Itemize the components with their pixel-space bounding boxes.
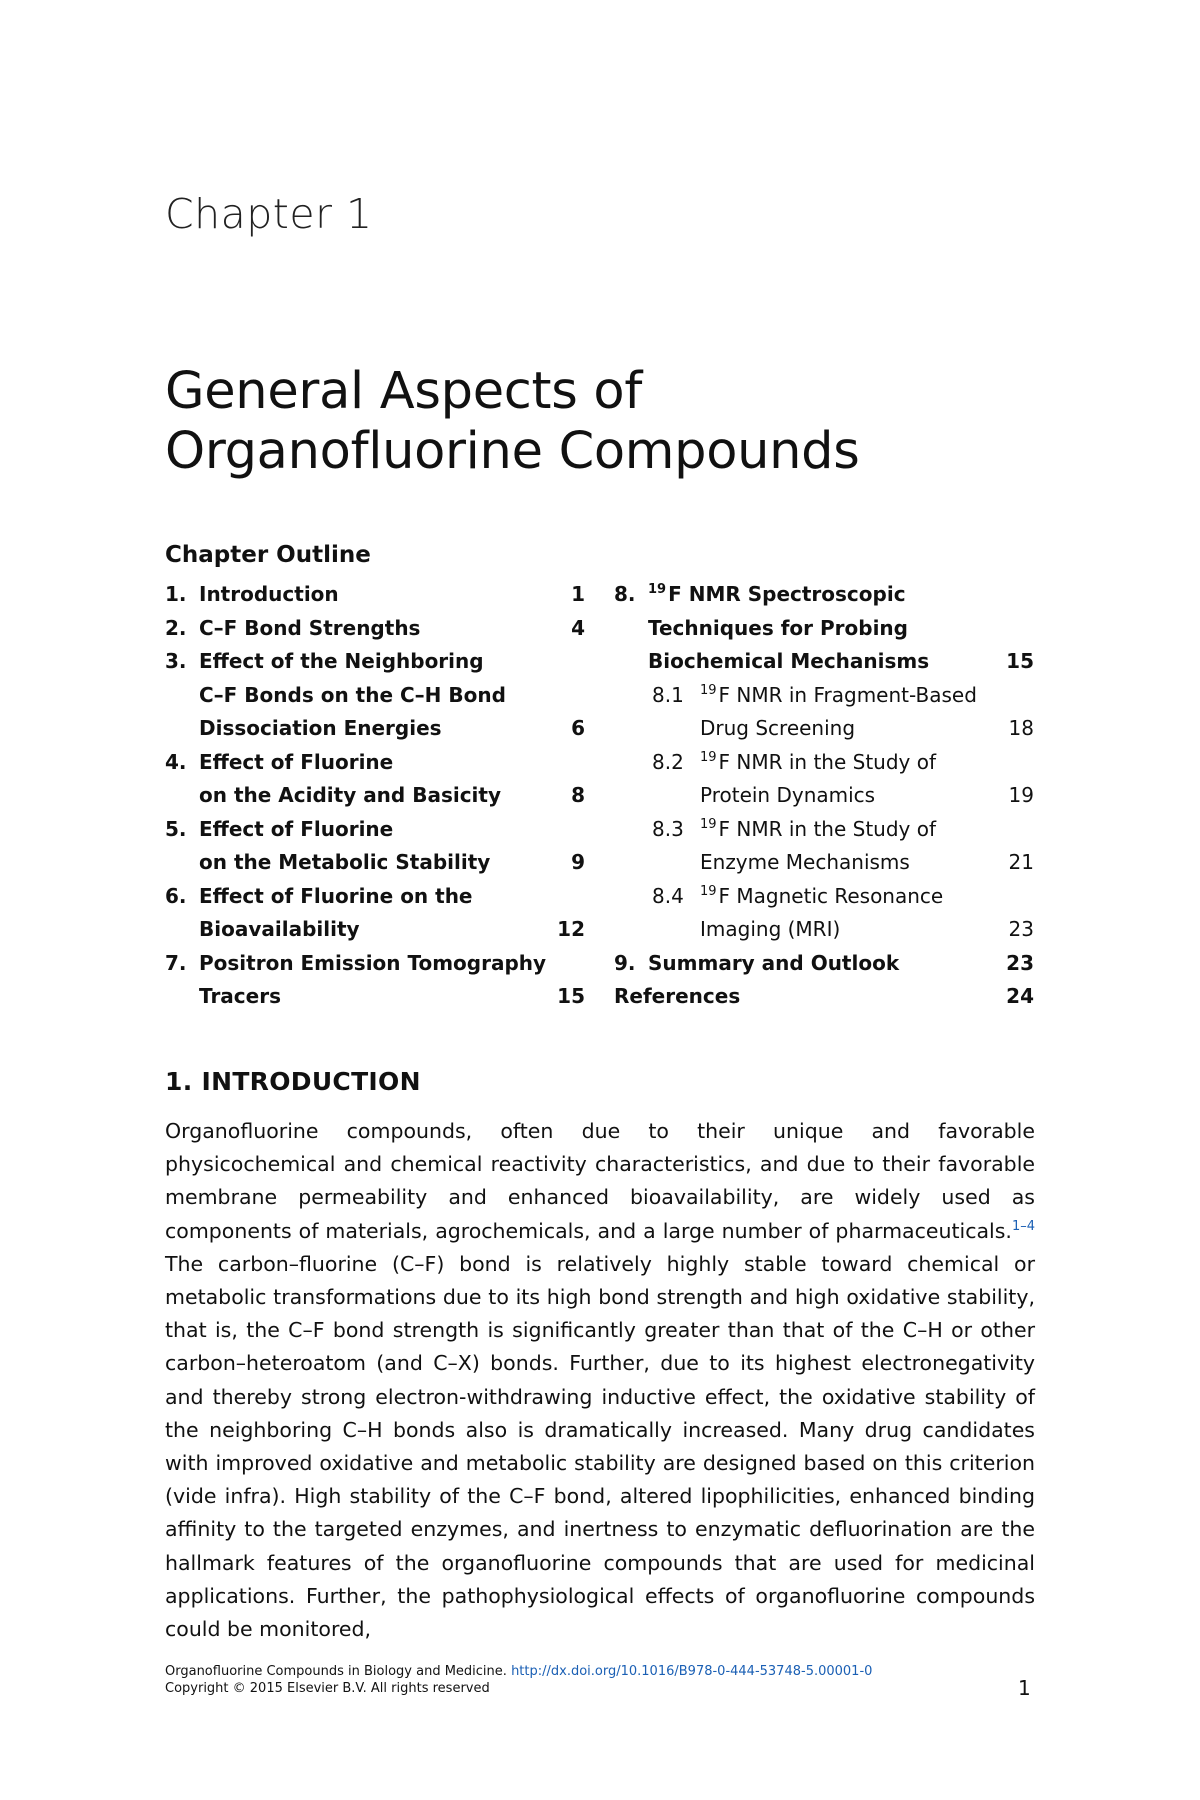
chapter-title	[165, 362, 1115, 482]
toc-entry-8-2[interactable]	[614, 746, 1034, 813]
body-paragraph	[165, 1115, 1035, 1646]
toc-number: 5.	[165, 816, 187, 841]
toc-title	[700, 813, 1034, 880]
toc-title	[199, 947, 585, 1014]
toc-line-text: F NMR Spectroscopic	[668, 582, 906, 606]
toc-page: 15	[557, 984, 585, 1008]
toc-page: 19	[1008, 783, 1034, 807]
copyright-line: Copyright © 2015 Elsevier B.V. All rights reserved	[165, 1681, 490, 1696]
toc-number: 6.	[165, 883, 187, 908]
toc-line: on the Acidity and Basicity	[199, 783, 502, 807]
toc-page: 21	[1008, 850, 1034, 874]
isotope-superscript: 19	[700, 883, 717, 899]
toc-line-text: F NMR in Fragment-Based	[718, 682, 977, 707]
toc-entry-references[interactable]	[614, 980, 1034, 1014]
toc-number: 2.	[165, 615, 187, 640]
toc-line: References	[614, 984, 741, 1008]
toc-line	[700, 813, 1034, 847]
toc-title	[199, 746, 585, 813]
toc-line: Drug Screening	[700, 716, 856, 740]
toc-page: 4	[571, 615, 585, 640]
section-heading: 1. INTRODUCTION	[165, 1067, 421, 1096]
toc-title	[199, 813, 585, 880]
toc-line-text: F Magnetic Resonance	[718, 883, 944, 908]
toc-page: 6	[571, 716, 585, 740]
toc-line	[648, 578, 1034, 612]
page-footer	[165, 1663, 1035, 1697]
toc-number: 3.	[165, 649, 187, 673]
toc-number: 8.	[614, 582, 636, 606]
isotope-superscript: 19	[700, 749, 717, 765]
toc-line	[700, 746, 1034, 780]
toc-entry-1[interactable]	[165, 578, 585, 612]
toc-number: 8.4	[652, 883, 684, 908]
toc-page: 24	[1006, 984, 1034, 1008]
toc-line: Protein Dynamics	[700, 783, 876, 807]
toc-line	[700, 880, 1034, 914]
toc-title	[199, 880, 585, 947]
toc-line: Dissociation Energies	[199, 716, 442, 740]
toc-line: Techniques for Probing	[648, 615, 908, 640]
toc-number: 8.3	[652, 816, 684, 841]
toc-entry-7[interactable]	[165, 947, 585, 1014]
toc-entry-6[interactable]	[165, 880, 585, 947]
footer-source-line	[165, 1663, 1035, 1680]
toc-line: Tracers	[199, 984, 281, 1008]
isotope-superscript: 19	[648, 582, 667, 597]
toc-line: Effect of Fluorine	[199, 816, 394, 841]
toc-title	[700, 880, 1034, 947]
toc-number: 9.	[614, 950, 636, 975]
toc-line: Summary and Outlook	[648, 950, 900, 975]
toc-page: 8	[571, 783, 585, 807]
toc-line: Effect of the Neighboring	[199, 649, 484, 673]
toc-line: on the Metabolic Stability	[199, 850, 491, 874]
chapter-title-line-1: General Aspects of	[165, 362, 642, 421]
paragraph-text-2: The carbon–fluorine (C–F) bond is relatively highly stable toward chemical or metabolic transformations due to its high bond strength and high oxidative stability, that is, the C–F bond strength is significantly greater than that of the C–H or other carbon–heteroatom (and C–X) bonds. Further, due to its highest electronegativity and thereby strong electron-withdrawing inductive effect, the oxidative stability of the neighboring C–H bonds also is dramatically increased. Many drug candidates with improved oxidative and metabolic stability are designed based on this criterion (vide infra). High stability of the C–F bond, altered lipophilicities, enhanced binding affinity to the targeted enzymes, and inertness to enzymatic defluorination are the hallmark features of the organofluorine compounds that are used for medicinal applications. Further, the pathophysiological effects of organofluorine compounds could be monitored,	[165, 1251, 1035, 1642]
toc-number: 7.	[165, 950, 187, 975]
toc-number: 1.	[165, 582, 187, 606]
citation-link[interactable]: 1–4	[1011, 1218, 1035, 1234]
book-title: Organofluorine Compounds in Biology and Medicine.	[165, 1664, 507, 1679]
toc-page: 23	[1008, 917, 1034, 941]
toc-page: 1	[571, 582, 585, 606]
paragraph-text-1: Organofluorine compounds, often due to their unique and favorable physicochemical and chemical reactivity characteristics, and due to their favorable membrane permeability and enhanced bioavailability, are widely used as components of materials, agrochemicals, and a large number of pharmaceuticals.	[165, 1119, 1035, 1243]
isotope-superscript: 19	[700, 682, 717, 698]
toc-line: Effect of Fluorine	[199, 749, 394, 774]
toc-line	[700, 679, 1034, 713]
toc-entry-4[interactable]	[165, 746, 585, 813]
outline-right-column	[614, 578, 1034, 1014]
toc-line: Imaging (MRI)	[700, 917, 841, 941]
toc-title	[199, 578, 585, 612]
chapter-title-line-2: Organofluorine Compounds	[165, 422, 860, 481]
toc-page: 23	[1006, 950, 1034, 975]
toc-number: 8.2	[652, 749, 684, 774]
toc-title	[648, 947, 1034, 981]
toc-entry-5[interactable]	[165, 813, 585, 880]
toc-line: Positron Emission Tomography	[199, 950, 547, 975]
toc-title	[199, 645, 585, 746]
toc-title	[648, 578, 1034, 679]
toc-entry-8-4[interactable]	[614, 880, 1034, 947]
toc-line: Introduction	[199, 582, 339, 606]
page-number: 1	[1018, 1676, 1031, 1700]
toc-page: 15	[1006, 649, 1034, 673]
toc-line: Effect of Fluorine on the	[199, 883, 473, 908]
toc-title	[614, 980, 1034, 1014]
toc-line: Bioavailability	[199, 917, 360, 941]
toc-title	[199, 612, 585, 646]
isotope-superscript: 19	[700, 816, 717, 832]
toc-line: Enzyme Mechanisms	[700, 850, 910, 874]
toc-entry-3[interactable]	[165, 645, 585, 746]
toc-title	[700, 679, 1034, 746]
toc-number: 8.1	[652, 682, 684, 707]
toc-line-text: F NMR in the Study of	[718, 816, 937, 841]
toc-page: 12	[557, 917, 585, 941]
outline-left-column	[165, 578, 585, 1014]
toc-entry-8-3[interactable]	[614, 813, 1034, 880]
toc-line-text: F NMR in the Study of	[718, 749, 937, 774]
toc-number: 4.	[165, 749, 187, 774]
toc-line: C–F Bond Strengths	[199, 615, 421, 640]
doi-link[interactable]: http://dx.doi.org/10.1016/B978-0-444-53748-5.00001-0	[511, 1664, 873, 1679]
toc-page: 9	[571, 850, 585, 874]
chapter-label: Chapter 1	[165, 190, 373, 238]
toc-entry-2[interactable]	[165, 612, 585, 646]
toc-line: C–F Bonds on the C–H Bond	[199, 682, 506, 707]
toc-entry-9[interactable]	[614, 947, 1034, 981]
toc-title	[700, 746, 1034, 813]
toc-page: 18	[1008, 716, 1034, 740]
toc-entry-8-1[interactable]	[614, 679, 1034, 746]
toc-line: Biochemical Mechanisms	[648, 649, 930, 673]
toc-entry-8[interactable]	[614, 578, 1034, 679]
outline-heading: Chapter Outline	[165, 542, 371, 568]
